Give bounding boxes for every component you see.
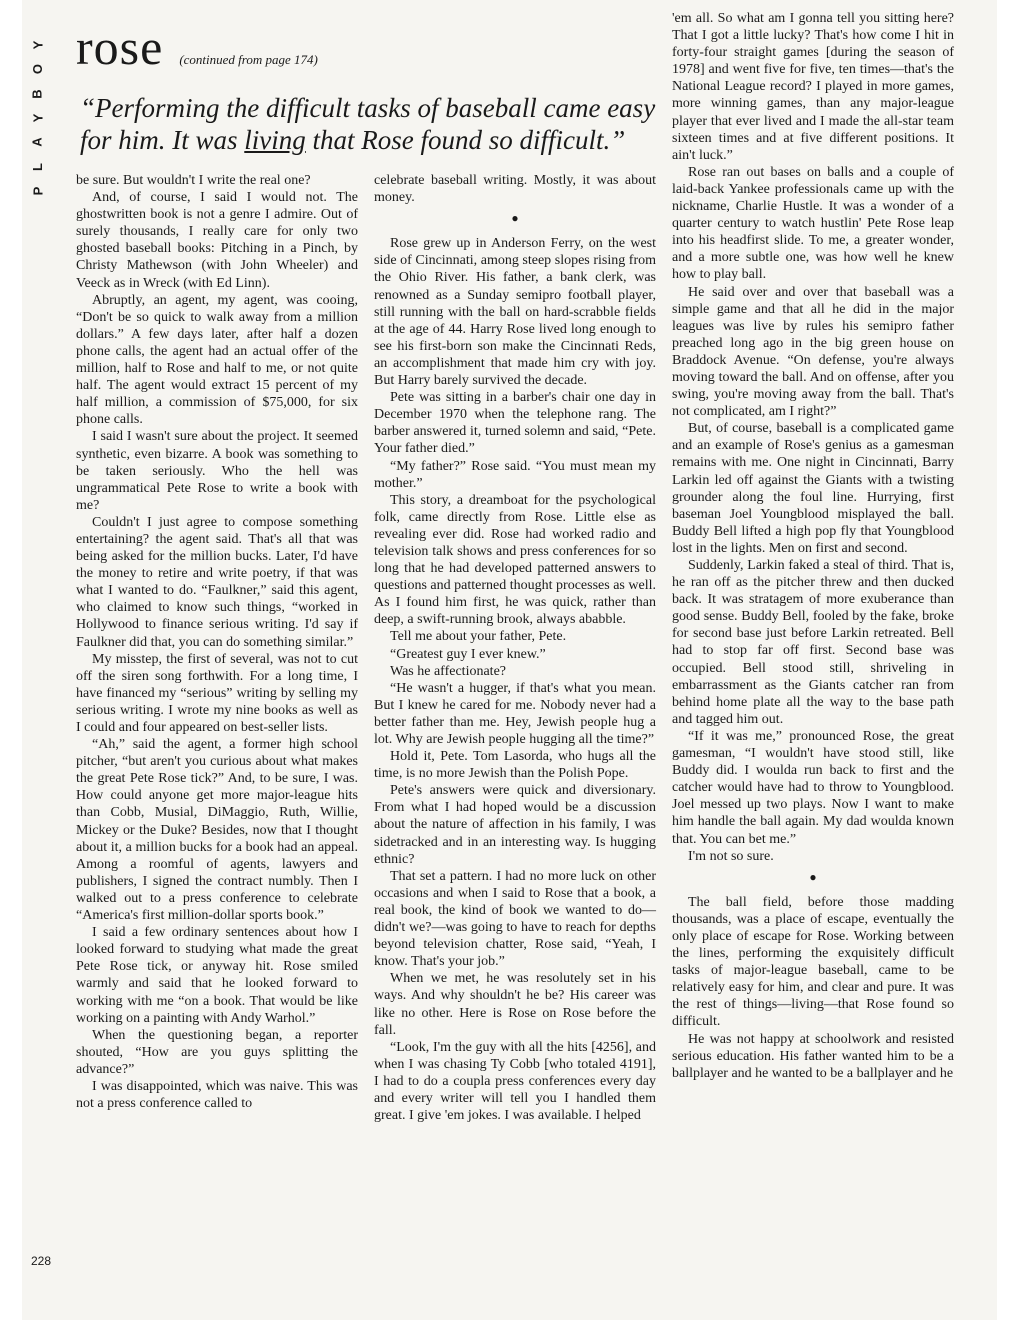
- paragraph: Rose ran out bases on balls and a couple of laid-back Yankee professionals came up with the nickname, Charlie Hustle. It was a wonder of a quarter century to watch hustlin' Pete Rose leap into his headfirst slide. To me, a greater wonder, and a more subtle one, was how well he knew how to play ball.: [672, 164, 954, 283]
- continued-note: (continued from page 174): [179, 52, 318, 68]
- paragraph: “Greatest guy I ever knew.”: [390, 646, 546, 662]
- paragraph: Suddenly, Larkin faked a steal of third. That is, he ran off as the pitcher threw and then ducked back. It was stratagem of more exuberance than good sense. Buddy Bell, fooled by the fake, broke for second base just before Larkin retreated. Bell had to stop far off first. Second base was occupied. Bell stood still, shriveling in embarrassment as the Giants catcher ran from behind home plate all the way to the base path and tagged him out.: [672, 558, 954, 727]
- paragraph: I said I wasn't sure about the project. It seemed synthetic, even bizarre. A book was something to be taken seriously. Who the hell was ungrammatical Pete Rose to write a book with me?: [76, 429, 358, 513]
- masthead-letter: L: [29, 162, 45, 171]
- paragraph: I was disappointed, which was naive. This was not a press conference called to: [76, 1078, 358, 1112]
- paragraph: This story, a dreamboat for the psychological folk, came directly from Rose. Little else as revealing ever did. Rose had worked radio and television talk shows and press conferences for so long that he had developed patterned answers to questions and patterned thought processes as well. As I found him first, he was quick, rather than deep, a swift-running brook, always ababble.: [374, 492, 656, 628]
- magazine-masthead-vertical: [26, 38, 50, 198]
- text-column-3: [672, 10, 954, 1082]
- paragraph: “Ah,” said the agent, a former high school pitcher, “but aren't you curious about what makes the great Pete Rose tick?” And, to be sure, I was. How could anyone get more major-league hits than Cobb, Musial, DiMaggio, Ruth, Willie, Mickey or the Duke? Besides, now that I thought about it, a million bucks for a book had an appeal. Among a roomful of agents, lawyers and publishers, I signed the contract numbly. Then I walked out to a press conference to celebrate “America's first million-dollar sports book.”: [76, 737, 358, 924]
- paragraph: Abruptly, an agent, my agent, was cooing, “Don't be so quick to walk away from a million dollars.” A few days later, after half a dozen phone calls, the agent had an actual offer of the million, half to Rose and half to me, or not quite half. The agent would extract 15 percent of my half million, a commission of $75,000, for six phone calls.: [76, 292, 358, 428]
- paragraph: I said a few ordinary sentences about how I looked forward to studying what made the great Pete Rose tick, or anyway hit. Rose smiled warmly and said that he looked forward to working with me “on a book. That would be like working on a painting with Andy Warhol.”: [76, 925, 358, 1026]
- paragraph: Was he affectionate?: [390, 663, 506, 679]
- paragraph: 'em all. So what am I gonna tell you sitting here? That I got a little lucky? That's how come I hit in forty-four straight games [during the season of 1978] and went five for five, ten times—that's the National League record? I played in more games, more winning games, than any major-league player that ever lived and I made the all-star team sixteen times and at five different positions. It ain't luck.”: [672, 11, 954, 163]
- section-break-bullet: ●: [511, 211, 519, 226]
- paragraph: When the questioning began, a reporter shouted, “How are you guys splitting the advance?”: [76, 1027, 358, 1077]
- article-title: rose: [76, 19, 164, 75]
- paragraph: Pete's answers were quick and diversionary. From what I had hoped would be a discussion about the nature of affection in his family, I was sidetracked and in an interesting way. Is hugging ethnic?: [374, 783, 656, 867]
- paragraph: Rose grew up in Anderson Ferry, on the west side of Cincinnati, among steep slopes rising from the Ohio River. His father, a bank clerk, was renowned as a Sunday semipro football player, still running with the ball on hard-scrabble fields at the age of 44. Harry Rose lived long enough to see his first-born son make the Cincinnati Reds, an accomplishment that made him cry with joy. But Harry barely survived the decade.: [374, 236, 656, 389]
- masthead-letter: A: [29, 137, 45, 148]
- pull-quote: [80, 92, 660, 156]
- paragraph: My misstep, the first of several, was not to cut off the siren song forthwith. For a long time, I have financed my “serious” writing by selling my serious writing. I wrote my nine books as well as I could and four appeared on best-seller lists.: [76, 651, 358, 735]
- paragraph: Pete was sitting in a barber's chair one day in December 1970 when the telephone rang. The barber answered it, turned solemn and said, “Pete. Your father died.”: [374, 390, 656, 457]
- paragraph: celebrate baseball writing. Mostly, it was about money.: [374, 173, 656, 206]
- text-column-1: [76, 172, 358, 1112]
- text-column-2: [374, 172, 656, 1124]
- paragraph: “Look, I'm the guy with all the hits [4256], and when I was chasing Ty Cobb [who totaled 4191], I had to do a coupla press conferences every day and every writer will tell you I handled them great. I give 'em jokes. I was available. I helped: [374, 1039, 656, 1124]
- paragraph: The ball field, before those madding thousands, was a place of escape, eventually the only place of escape for Rose. Working between the lines, performing the exquisitely difficult tasks of major-league baseball, came to be relatively easy for him, and clear and pure. It was the rest of things—living—that Rose found so difficult.: [672, 894, 954, 1030]
- article-header: [76, 19, 656, 75]
- page-number: 228: [31, 1254, 52, 1268]
- masthead-letter: P: [29, 186, 45, 196]
- masthead-letter: O: [30, 64, 45, 75]
- pull-quote-underlined: living: [244, 125, 306, 155]
- paragraph: Couldn't I just agree to compose something entertaining? the agent said. That's all that was being asked for the million bucks. Later, I'd have the money to retire and write poetry, if that was what I wanted to do. “Faulkner,” said this agent, who claimed to know such things, “worked in Hollywood to finance serious writing. I'd say if Faulkner did that, you can do something similar.”: [76, 514, 358, 650]
- paragraph: He said over and over that baseball was a simple game and that all he did in the major leagues was live by rules his semipro father preached long ago in the big green house on Braddock Avenue. “On defense, you're always moving toward the ball. And on offense, after you swing, you're moving away from the ball. That's not complicated, am I right?”: [672, 284, 954, 420]
- pull-quote-part: that Rose found so difficult.”: [305, 125, 626, 155]
- paragraph: “If it was me,” pronounced Rose, the great gamesman, “I wouldn't have stood still, like Buddy did. I woulda run back to first and the catcher would have had to throw to Youngblood. Joel messed up two plays. Now I want to make him handle the ball again. My dad woulda known that. You can bet me.”: [672, 728, 954, 847]
- paragraph: “He wasn't a hugger, if that's what you mean. But I knew he cared for me. Nobody never had a better father than me. Hey, Jewish people hug a lot. Why are Jewish people hugging all the time?”: [374, 680, 656, 747]
- paragraph: That set a pattern. I had no more luck on other occasions and when I said to Rose that a book, a real book, the kind of book we wanted to do—didn't we?—was going to have to reach for depths beyond television chatter, Rose said, “Yeah, I know. That's your job.”: [374, 868, 656, 970]
- pull-quote-part: “Performing the difficult tasks of baseball came easy for him. It was: [80, 93, 656, 155]
- paragraph: Tell me about your father, Pete.: [390, 629, 567, 645]
- section-break-bullet: ●: [809, 869, 817, 884]
- paragraph: I'm not so sure.: [688, 848, 774, 864]
- paragraph: When we met, he was resolutely set in his ways. And why shouldn't he be? His career was like no other. Here is Rose on Rose before the fall.: [374, 971, 656, 1038]
- paragraph: “My father?” Rose said. “You must mean my mother.”: [374, 458, 656, 491]
- masthead-letter: Y: [29, 40, 45, 50]
- masthead-letter: B: [29, 88, 45, 99]
- masthead-letter: Y: [29, 113, 45, 123]
- paragraph: be sure. But wouldn't I write the real one?: [76, 173, 311, 188]
- paragraph: But, of course, baseball is a complicated game and an example of Rose's genius as a gamesman remains with me. One night in Cincinnati, Barry Larkin led off against the Giants with a twisting grounder along the foul line. Hurrying, first baseman Joel Youngblood misplayed the ball. Buddy Bell lifted a high pop fly that Youngblood lost in the lights. Men on first and second.: [672, 421, 954, 556]
- paragraph: Hold it, Pete. Tom Lasorda, who hugs all the time, is no more Jewish than the Polish Pope.: [374, 749, 656, 782]
- paragraph: He was not happy at schoolwork and resisted serious education. His father wanted him to be a ballplayer and he wanted to be a ballplayer and he: [672, 1031, 954, 1081]
- paragraph: And, of course, I said I would not. The ghostwritten book is not a genre I admire. Out of surely thousands, I really care for only two ghosted baseball books: Pitching in a Pinch, by Christy Mathewson (with John Wheeler) and Veeck as in Wreck (with Ed Linn).: [76, 190, 358, 291]
